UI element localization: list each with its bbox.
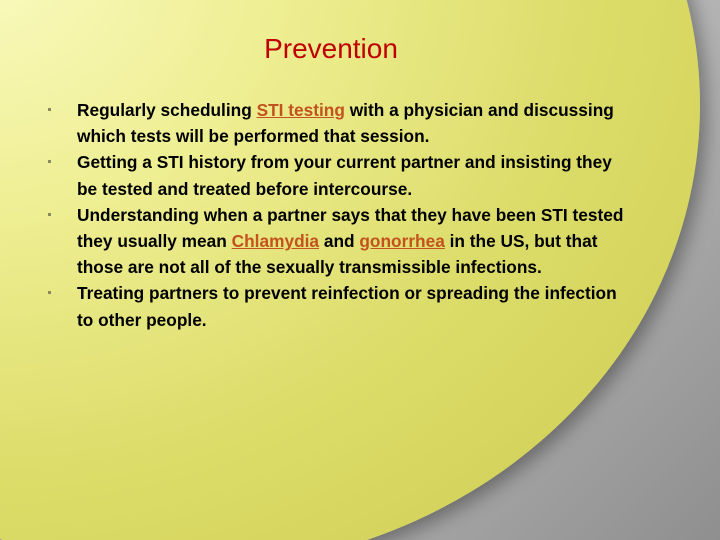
bullet-item-understanding xyxy=(48,202,628,281)
bullet-icon xyxy=(48,160,51,163)
bullet-text: Understanding when a partner says that they have been STI tested they usually mean xyxy=(77,204,624,252)
bullet-text: and xyxy=(319,231,360,252)
gonorrhea-link[interactable]: gonorrhea xyxy=(359,231,445,252)
bullet-text: Regularly scheduling xyxy=(77,100,257,120)
bullet-text: Treating partners to prevent reinfection or spreading the infection to other people. xyxy=(77,283,617,330)
bullet-text: Getting a STI history from your current partner and insisting they be tested and treated before intercourse. xyxy=(77,152,612,199)
sti-testing-link[interactable]: STI testing xyxy=(256,100,345,120)
bullet-icon xyxy=(48,108,51,111)
bullet-text: in the US, but that those are not all of the sexually transmissible infections. xyxy=(77,231,598,278)
bullet-list xyxy=(48,97,628,333)
slide-title: Prevention xyxy=(264,33,398,64)
bullet-icon xyxy=(48,213,51,216)
bullet-text: with a physician and discussing which tests will be performed that session. xyxy=(77,100,614,147)
bullet-item-treating xyxy=(48,280,628,332)
bullet-item-history xyxy=(48,149,628,201)
chlamydia-link[interactable]: Chlamydia xyxy=(231,231,320,252)
bullet-item-testing xyxy=(48,97,628,149)
bullet-icon xyxy=(48,291,51,294)
